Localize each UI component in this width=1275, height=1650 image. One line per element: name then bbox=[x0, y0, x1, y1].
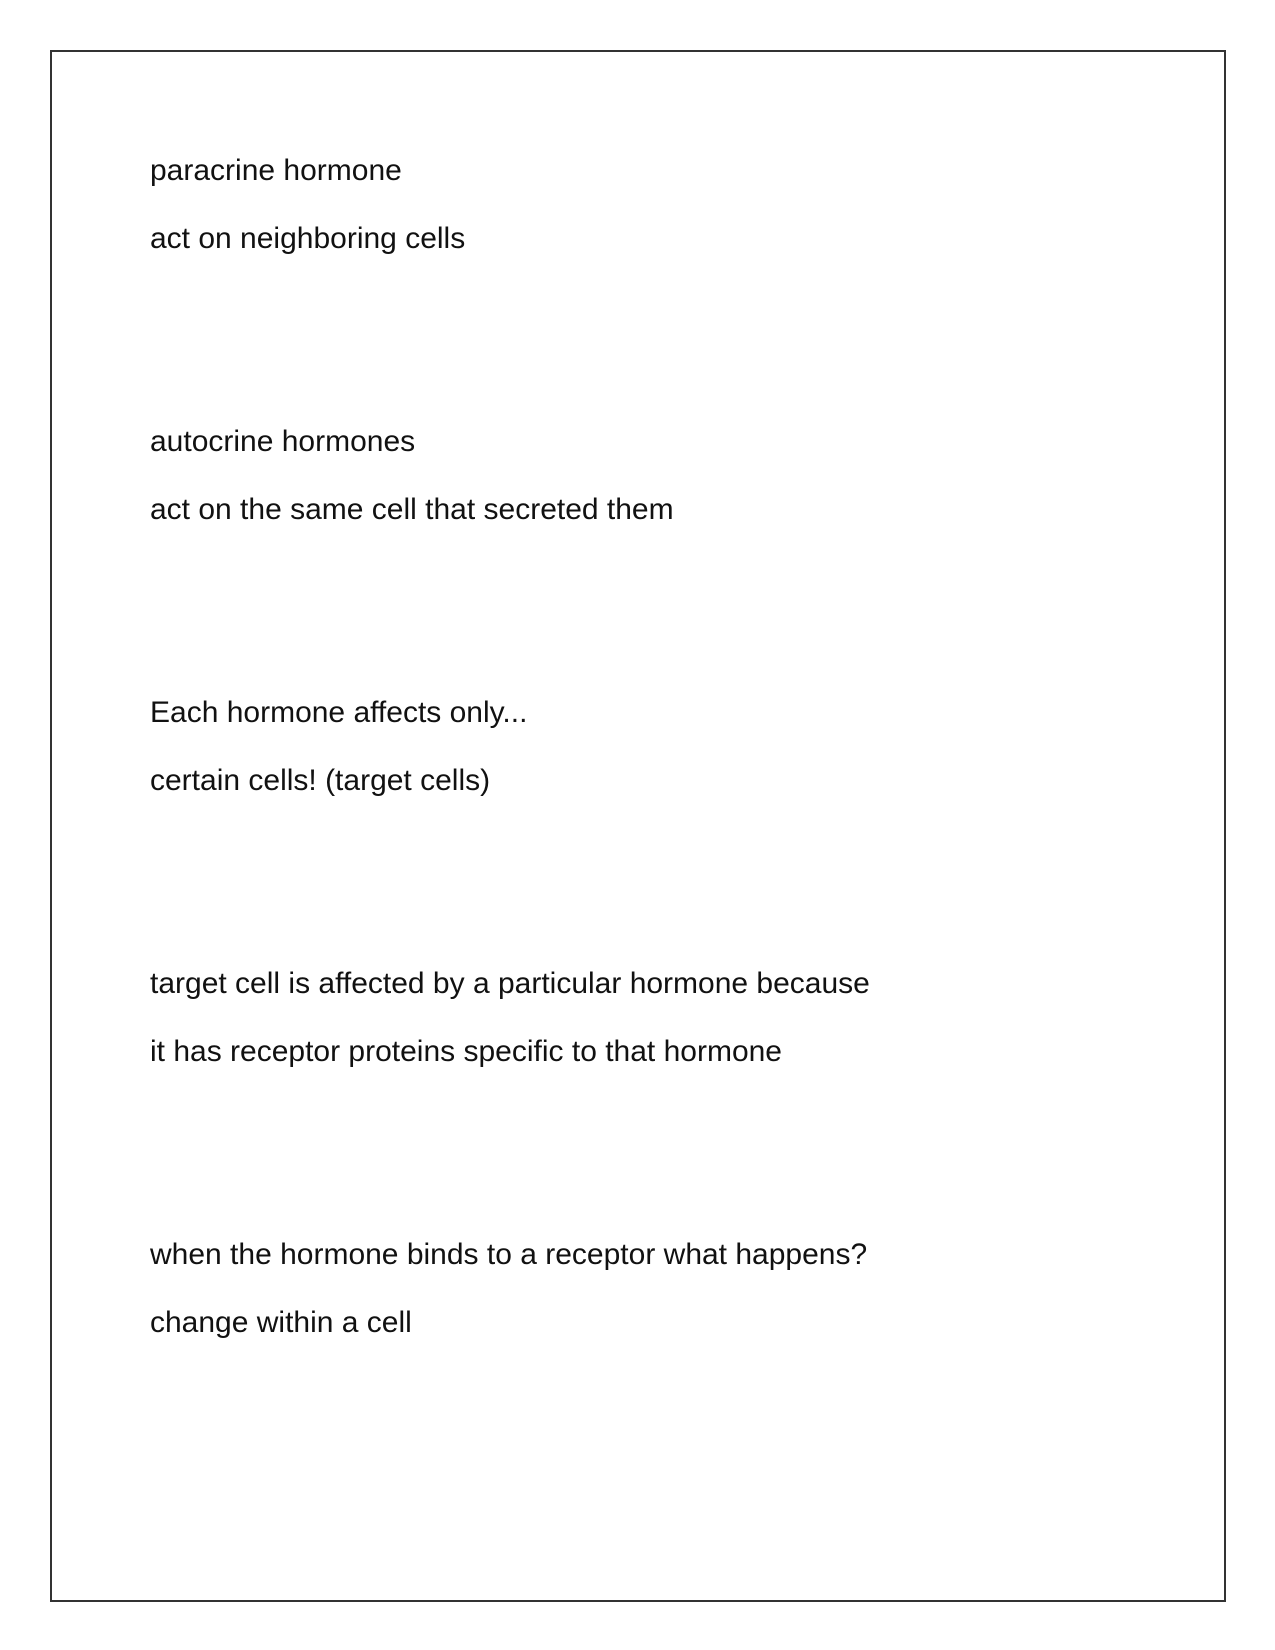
flashcard bbox=[150, 1237, 1150, 1341]
flashcard bbox=[150, 695, 1150, 799]
flashcard-definition: act on neighboring cells bbox=[150, 222, 466, 255]
flashcard-term: target cell is affected by a particular hormone because bbox=[150, 967, 870, 1000]
flashcard-definition: act on the same cell that secreted them bbox=[150, 493, 674, 526]
flashcard bbox=[150, 153, 1150, 257]
flashcard bbox=[150, 424, 1150, 528]
flashcard-term: Each hormone affects only... bbox=[150, 696, 528, 729]
flashcard-term: autocrine hormones bbox=[150, 425, 416, 458]
flashcard-term: when the hormone binds to a receptor what happens? bbox=[150, 1238, 868, 1271]
flashcard-definition: certain cells! (target cells) bbox=[150, 764, 491, 797]
flashcard-definition: change within a cell bbox=[150, 1306, 412, 1339]
flashcard-definition: it has receptor proteins specific to that hormone bbox=[150, 1035, 782, 1068]
flashcard bbox=[150, 966, 1150, 1070]
flashcard-term: paracrine hormone bbox=[150, 154, 402, 187]
page-border bbox=[50, 50, 1226, 1602]
